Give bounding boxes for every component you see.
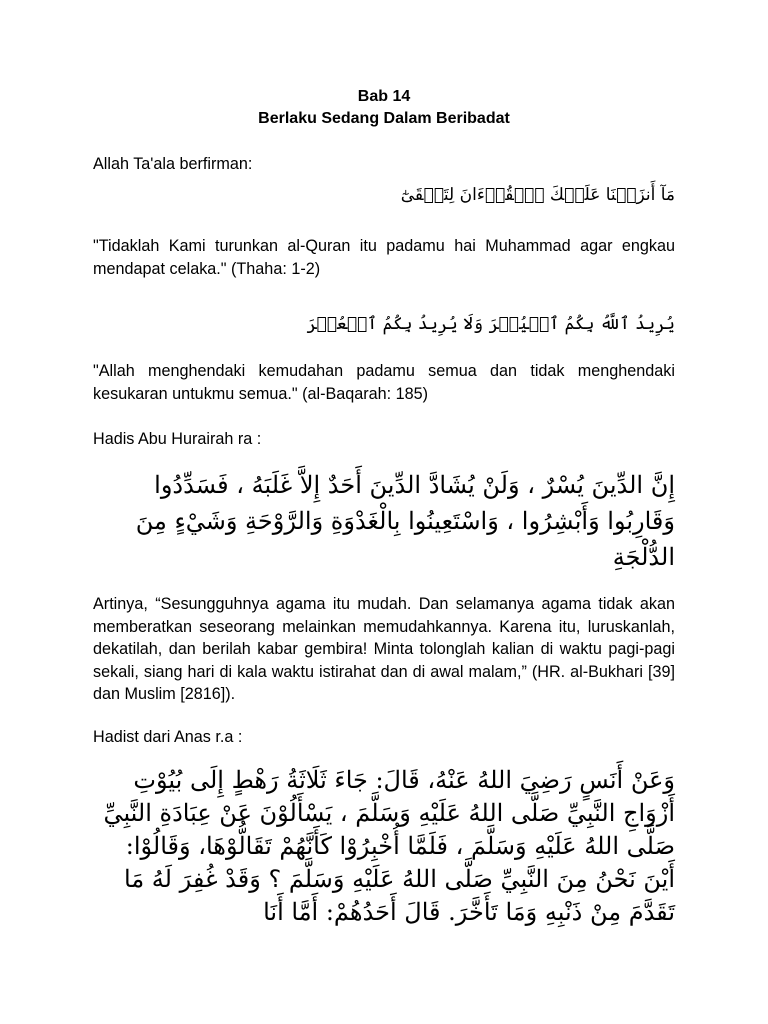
chapter-title: Berlaku Sedang Dalam Beribadat <box>258 110 510 127</box>
hadith-1-translation: Artinya, “Sesungguhnya agama itu mudah. Dan selamanya agama tidak akan memberatkan seseorang melainkan memudahkannya. Karena itu, luruskanlah, dekatilah, dan berilah kabar gembira! Minta tolonglah kalian di waktu pagi-pagi sekali, siang hari di kala waktu istirahat dan di awal malam,” (HR. al-Bukhari [39] dan Muslim [2816]). <box>93 595 675 703</box>
hadith-2-label: Hadist dari Anas r.a : <box>93 728 243 746</box>
verse-1-arabic: مَآ أَنزَلۡنَا عَلَيۡكَ ٱلۡقُرۡءَانَ لِتَشۡقَىٰٓ <box>400 185 675 205</box>
verse-2-translation: "Allah menghendaki kemudahan padamu semua dan tidak menghendaki kesukaran untukmu semua." (al-Baqarah: 185) <box>93 362 675 403</box>
hadith-1-arabic: إِنَّ الدِّينَ يُسْرٌ ، وَلَنْ يُشَادَّ الدِّينَ أَحَدٌ إِلاَّ غَلَبَهُ ، فَسَدِّدُوا وَقَارِبُوا وَأَبْشِرُوا ، وَاسْتَعِينُوا بِالْغَدْوَةِ وَالرَّوْحَةِ وَشَيْءٍ مِنَ الدُّلْجَةِ <box>135 471 675 571</box>
verse-2-arabic: يُرِيدُ ٱللَّهُ بِكُمُ ٱلۡيُسۡرَ وَلَا يُرِيدُ بِكُمُ ٱلۡعُسۡرَ <box>306 314 675 334</box>
intro-text: Allah Ta'ala berfirman: <box>93 155 253 173</box>
hadith-2-arabic: وَعَنْ أَنَسٍ رَضِيَ اللهُ عَنْهُ، قَالَ: جَاءَ ثَلَاثَةُ رَهْطٍ إِلَى بُيُوْتِ أَزْوَاجِ النَّبِيِّ صَلَّى اللهُ عَلَيْهِ وَسَلَّمَ ، يَسْأَلُوْنَ عَنْ عِبَادَةِ النَّبِيِّ صَلَّى اللهُ عَلَيْهِ وَسَلَّمَ ، فَلَمَّا أُخْبِرُوْا كَأَنَّهُمْ تَقَالُّوْهَا، وَقَالُوْا: أَيْنَ نَحْنُ مِنَ النَّبِيِّ صَلَّى اللهُ عَلَيْهِ وَسَلَّمَ ؟ وَقَدْ غُفِرَ لَهُ مَا تَقَدَّمَ مِنْ ذَنْبِهِ وَمَا تَأَخَّرَ. قَالَ أَحَدُهُمْ: أَمَّا أَنَا <box>103 766 675 926</box>
chapter-number: Bab 14 <box>357 88 411 105</box>
verse-1-translation: "Tidaklah Kami turunkan al-Quran itu padamu hai Muhammad agar engkau mendapat celaka." (Thaha: 1-2) <box>93 237 675 278</box>
hadith-1-label: Hadis Abu Hurairah ra : <box>93 430 262 448</box>
